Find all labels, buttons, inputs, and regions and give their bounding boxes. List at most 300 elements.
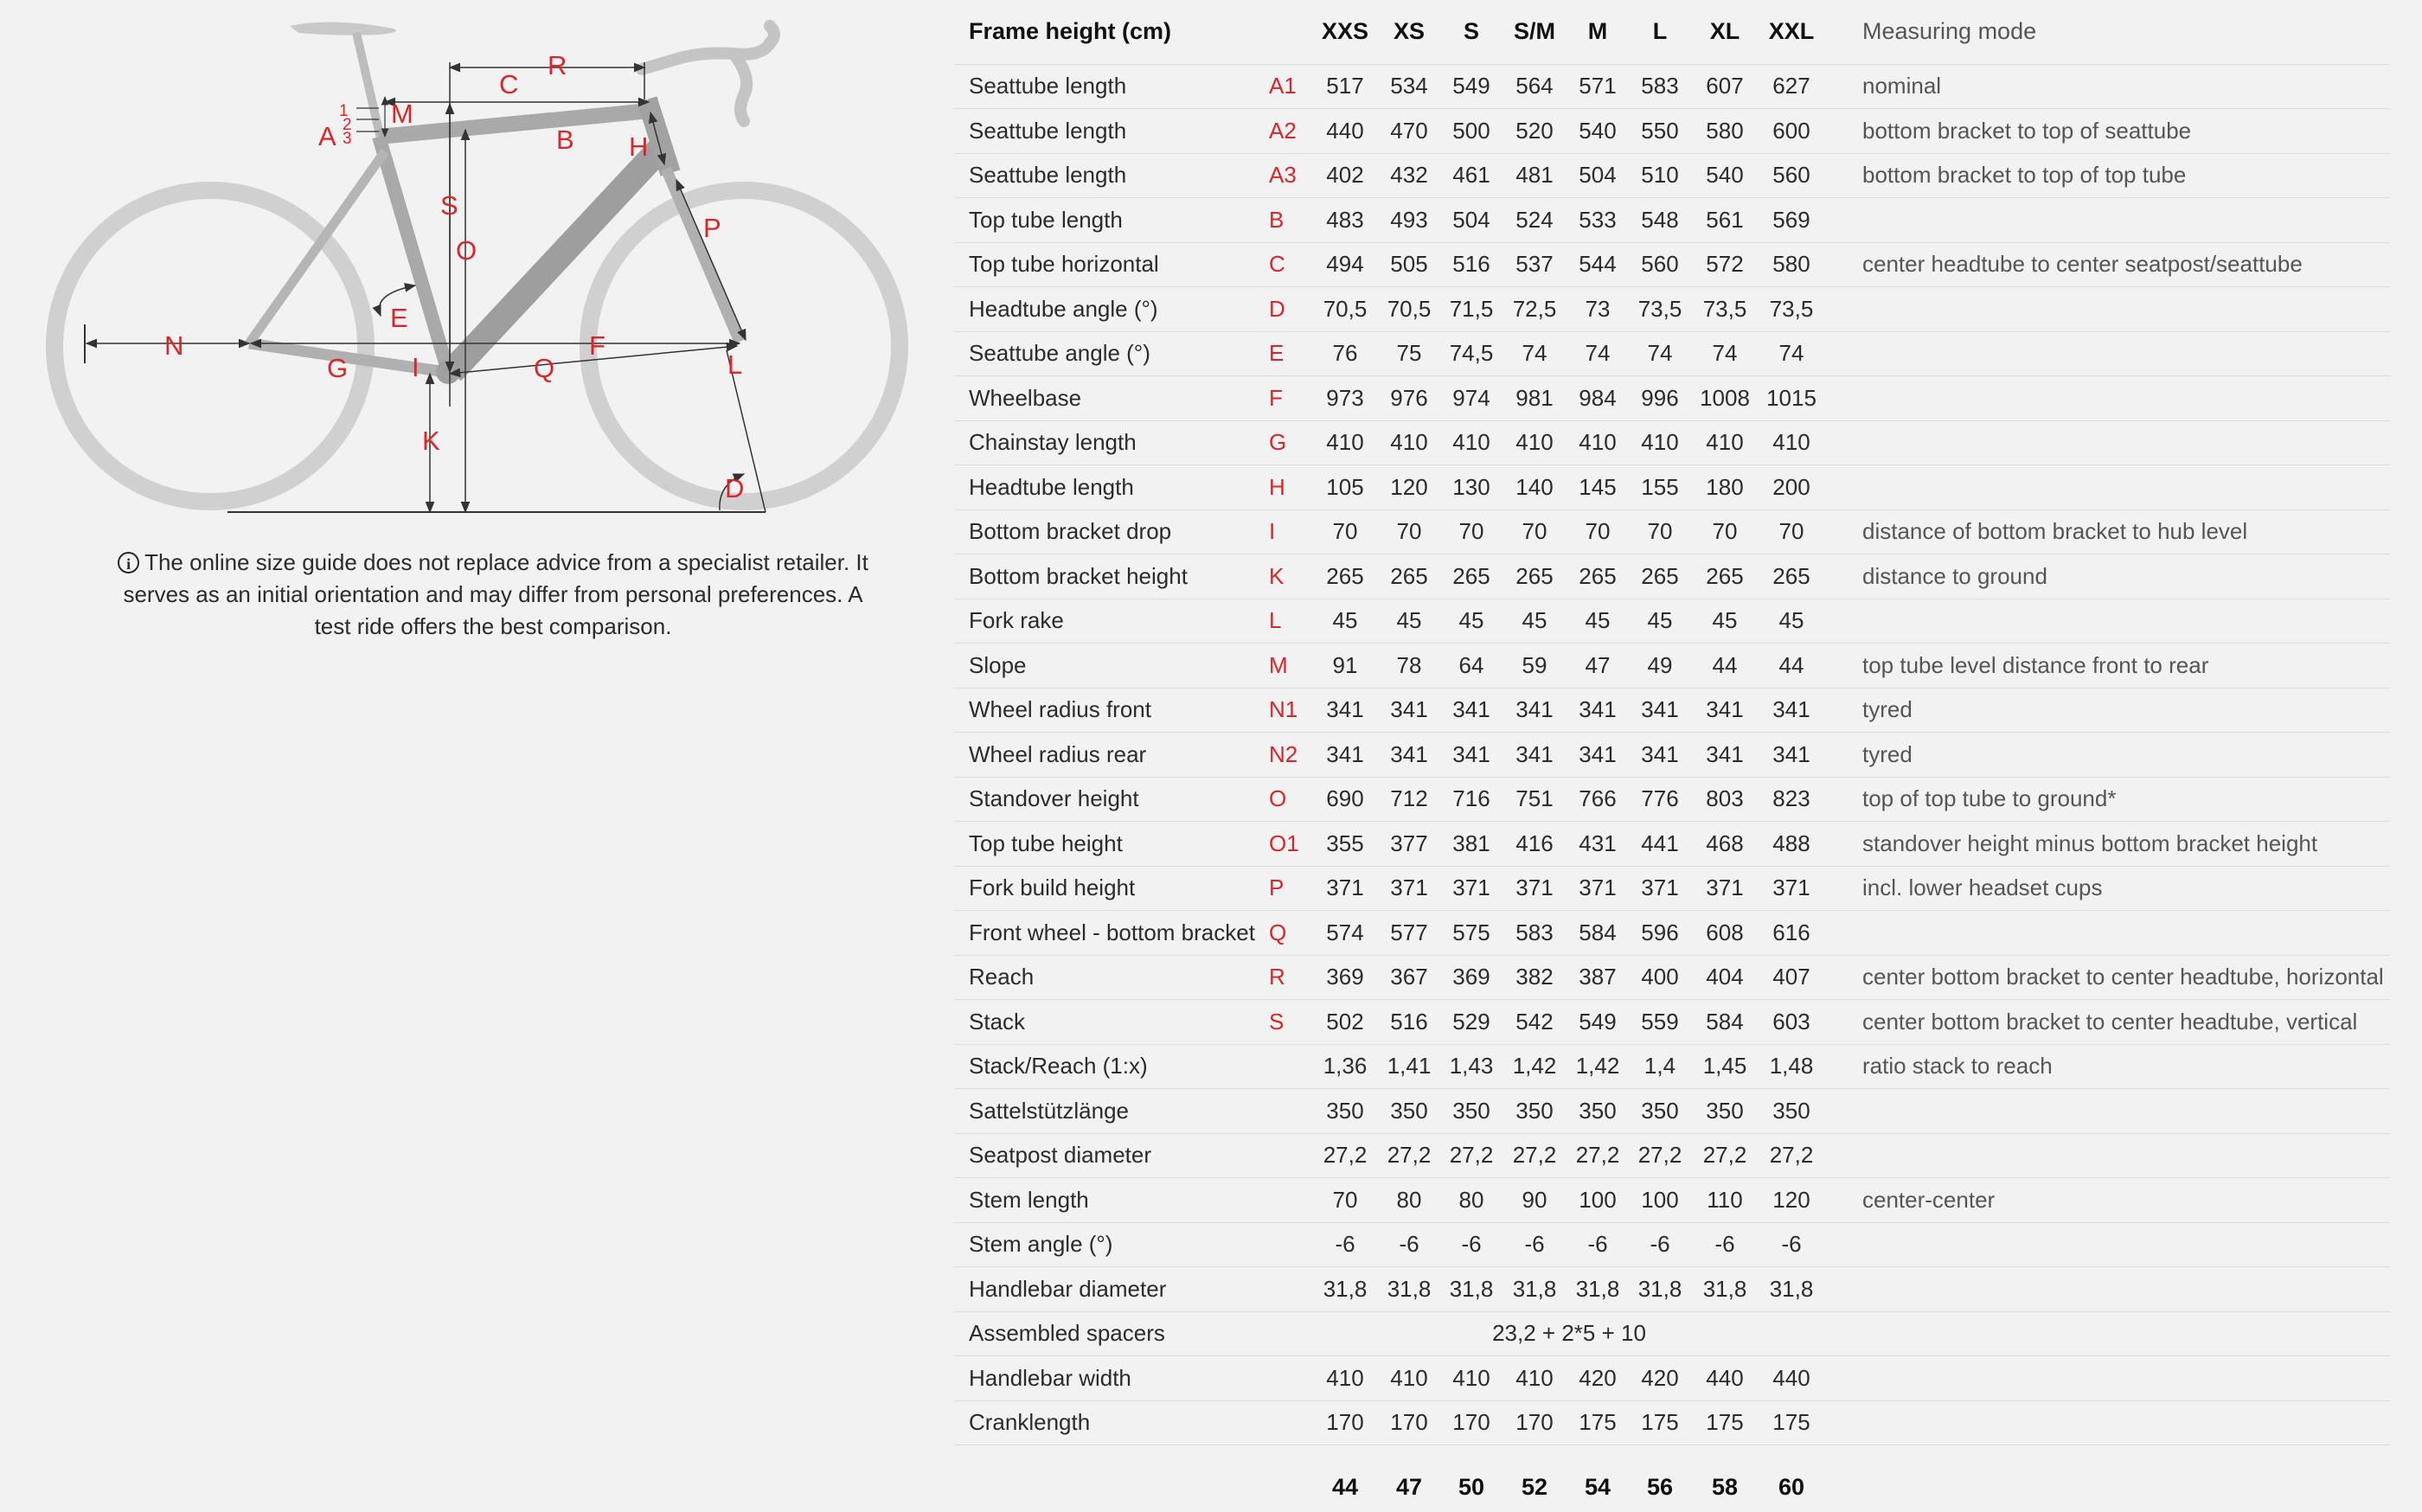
row-value: 440 (1692, 1356, 1758, 1401)
row-value: 27,2 (1628, 1133, 1692, 1178)
row-measuring-mode: center bottom bracket to center headtube, vertical (1825, 1000, 2390, 1045)
row-value: 74 (1692, 331, 1758, 376)
row-value: 74 (1567, 331, 1628, 376)
row-value: 371 (1441, 866, 1502, 911)
row-value: 265 (1567, 554, 1628, 599)
row-value: 371 (1502, 866, 1567, 911)
row-code: H (1261, 465, 1313, 510)
row-measuring-mode (1825, 1267, 2390, 1312)
row-measuring-mode (1825, 465, 2390, 510)
label-o: O (456, 235, 477, 266)
row-label: Slope (954, 644, 1261, 689)
header-size: XXS (1313, 0, 1377, 64)
row-value: 584 (1567, 911, 1628, 956)
row-code: L (1261, 599, 1313, 644)
row-label: Seattube length (954, 64, 1261, 109)
label-a2: 2 (343, 116, 352, 134)
row-code: C (1261, 242, 1313, 287)
row-value: 751 (1502, 777, 1567, 822)
row-value: 516 (1441, 242, 1502, 287)
row-value: 494 (1313, 242, 1377, 287)
row-measuring-mode (1825, 911, 2390, 956)
row-measuring-mode (1825, 1089, 2390, 1134)
geometry-table (954, 0, 2390, 1504)
row-measuring-mode: center headtube to center seatpost/seattube (1825, 242, 2390, 287)
saddle (290, 22, 396, 35)
row-value: 71,5 (1441, 287, 1502, 332)
row-value: 70 (1692, 509, 1758, 554)
row-value: 981 (1502, 376, 1567, 421)
row-code: N2 (1261, 733, 1313, 778)
table-row (954, 109, 2390, 154)
row-value: 27,2 (1567, 1133, 1628, 1178)
label-p: P (703, 213, 721, 243)
row-label: Headtube length (954, 465, 1261, 510)
row-value: 407 (1758, 955, 1825, 1000)
row-value: 350 (1441, 1089, 1502, 1134)
row-value: 410 (1692, 420, 1758, 465)
table-row (954, 599, 2390, 644)
row-value: -6 (1502, 1222, 1567, 1267)
row-measuring-mode (1825, 599, 2390, 644)
label-a3: 3 (343, 130, 352, 148)
row-value: 540 (1692, 153, 1758, 198)
row-code: F (1261, 376, 1313, 421)
table-row (954, 554, 2390, 599)
row-value: 410 (1313, 420, 1377, 465)
row-value: 571 (1567, 64, 1628, 109)
row-value: 470 (1377, 109, 1441, 154)
row-value: 31,8 (1692, 1267, 1758, 1312)
row-value: 175 (1567, 1400, 1628, 1445)
row-label: Top tube horizontal (954, 242, 1261, 287)
row-value: 350 (1567, 1089, 1628, 1134)
row-value: 548 (1628, 198, 1692, 243)
table-row (954, 1222, 2390, 1267)
row-value: 410 (1377, 420, 1441, 465)
row-value: 580 (1758, 242, 1825, 287)
row-value: 1,4 (1628, 1044, 1692, 1089)
row-value: 400 (1628, 955, 1692, 1000)
row-label: Seattube angle (°) (954, 331, 1261, 376)
frame-height-footer-row (954, 1445, 2390, 1504)
row-label: Stack/Reach (1:x) (954, 1044, 1261, 1089)
row-value: 265 (1502, 554, 1567, 599)
row-value: 341 (1692, 733, 1758, 778)
row-value: -6 (1628, 1222, 1692, 1267)
footer-frame-height: 58 (1711, 1473, 1739, 1500)
handlebar (642, 26, 774, 121)
row-value: 544 (1567, 242, 1628, 287)
row-measuring-mode (1825, 1311, 2390, 1356)
row-value: 533 (1567, 198, 1628, 243)
row-value: -6 (1758, 1222, 1825, 1267)
row-value: 341 (1567, 688, 1628, 733)
row-value: 520 (1502, 109, 1567, 154)
row-value: 377 (1377, 822, 1441, 867)
table-row (954, 688, 2390, 733)
label-g: G (327, 353, 349, 383)
table-row (954, 733, 2390, 778)
row-value: 45 (1441, 599, 1502, 644)
row-label: Standover height (954, 777, 1261, 822)
row-value: 524 (1502, 198, 1567, 243)
row-value: 27,2 (1502, 1133, 1567, 1178)
row-value: 341 (1628, 733, 1692, 778)
row-label: Stack (954, 1000, 1261, 1045)
header-size: M (1567, 0, 1628, 64)
row-label: Fork rake (954, 599, 1261, 644)
row-code (1261, 1400, 1313, 1445)
row-value: 120 (1758, 1178, 1825, 1223)
row-value: 410 (1441, 1356, 1502, 1401)
row-value: 76 (1313, 331, 1377, 376)
label-f: F (589, 330, 606, 361)
row-value: 47 (1567, 644, 1628, 689)
row-measuring-mode (1825, 1222, 2390, 1267)
row-value: 45 (1692, 599, 1758, 644)
row-code: O1 (1261, 822, 1313, 867)
table-row (954, 777, 2390, 822)
row-code: G (1261, 420, 1313, 465)
row-value: 549 (1441, 64, 1502, 109)
footer-frame-height: 44 (1331, 1473, 1359, 1500)
row-measuring-mode: standover height minus bottom bracket height (1825, 822, 2390, 867)
label-l: L (727, 349, 743, 380)
row-value: 371 (1692, 866, 1758, 911)
row-value: -6 (1441, 1222, 1502, 1267)
row-value: 70,5 (1313, 287, 1377, 332)
label-s: S (440, 190, 458, 221)
row-code: A2 (1261, 109, 1313, 154)
table-row (954, 287, 2390, 332)
label-d: D (725, 473, 745, 503)
table-row (954, 911, 2390, 956)
label-c: C (499, 69, 519, 99)
row-value: 410 (1441, 420, 1502, 465)
row-measuring-mode (1825, 420, 2390, 465)
row-value: 31,8 (1567, 1267, 1628, 1312)
row-value: 410 (1502, 1356, 1567, 1401)
row-value: 481 (1502, 153, 1567, 198)
row-label: Seatpost diameter (954, 1133, 1261, 1178)
row-value: 766 (1567, 777, 1628, 822)
table-row (954, 1178, 2390, 1223)
row-value: 627 (1758, 64, 1825, 109)
row-measuring-mode: nominal (1825, 64, 2390, 109)
table-row (954, 1311, 2390, 1356)
row-value: 431 (1567, 822, 1628, 867)
table-row (954, 1089, 2390, 1134)
table-row (954, 331, 2390, 376)
row-value: 170 (1313, 1400, 1377, 1445)
row-code: A1 (1261, 64, 1313, 109)
row-value: 74 (1628, 331, 1692, 376)
row-value: 803 (1692, 777, 1758, 822)
table-row (954, 1133, 2390, 1178)
row-label: Headtube angle (°) (954, 287, 1261, 332)
row-value: 341 (1567, 733, 1628, 778)
row-value: 59 (1502, 644, 1567, 689)
row-value: 350 (1377, 1089, 1441, 1134)
row-value: 974 (1441, 376, 1502, 421)
row-code: R (1261, 955, 1313, 1000)
row-value: 120 (1377, 465, 1441, 510)
row-value: 420 (1567, 1356, 1628, 1401)
row-value: 78 (1377, 644, 1441, 689)
label-m: M (391, 99, 413, 129)
row-value: 616 (1758, 911, 1825, 956)
row-value: 580 (1692, 109, 1758, 154)
row-value: 440 (1313, 109, 1377, 154)
label-h: H (629, 131, 649, 162)
row-value: 70 (1377, 509, 1441, 554)
row-code (1261, 1044, 1313, 1089)
row-value: 504 (1441, 198, 1502, 243)
row-code: O (1261, 777, 1313, 822)
row-value: 341 (1758, 733, 1825, 778)
row-value: 70 (1758, 509, 1825, 554)
row-value: 596 (1628, 911, 1692, 956)
row-code: N1 (1261, 688, 1313, 733)
row-value: 265 (1758, 554, 1825, 599)
row-value: 341 (1441, 733, 1502, 778)
row-value: 74,5 (1441, 331, 1502, 376)
row-measuring-mode: center-center (1825, 1178, 2390, 1223)
header-size: XL (1692, 0, 1758, 64)
table-row (954, 420, 2390, 465)
row-measuring-mode: top of top tube to ground* (1825, 777, 2390, 822)
row-value: 350 (1313, 1089, 1377, 1134)
row-value: 31,8 (1377, 1267, 1441, 1312)
row-value: 1,42 (1567, 1044, 1628, 1089)
row-value-spanning: 23,2 + 2*5 + 10 (1313, 1311, 1825, 1356)
row-code: M (1261, 644, 1313, 689)
footer-frame-height: 50 (1458, 1473, 1485, 1500)
footer-frame-height: 52 (1521, 1473, 1548, 1500)
row-measuring-mode (1825, 1133, 2390, 1178)
row-code: S (1261, 1000, 1313, 1045)
row-measuring-mode: tyred (1825, 688, 2390, 733)
row-label: Wheelbase (954, 376, 1261, 421)
label-k: K (422, 426, 440, 456)
header-size: S/M (1502, 0, 1567, 64)
row-value: 110 (1692, 1178, 1758, 1223)
row-value: 483 (1313, 198, 1377, 243)
row-value: 371 (1377, 866, 1441, 911)
row-value: 404 (1692, 955, 1758, 1000)
row-label: Cranklength (954, 1400, 1261, 1445)
row-value: 369 (1441, 955, 1502, 1000)
label-q: Q (534, 353, 555, 383)
row-label: Chainstay length (954, 420, 1261, 465)
row-value: 420 (1628, 1356, 1692, 1401)
row-value: 504 (1567, 153, 1628, 198)
row-value: 561 (1692, 198, 1758, 243)
row-code: E (1261, 331, 1313, 376)
row-value: 140 (1502, 465, 1567, 510)
row-value: 441 (1628, 822, 1692, 867)
row-value: 31,8 (1758, 1267, 1825, 1312)
row-value: 170 (1377, 1400, 1441, 1445)
row-value: 410 (1567, 420, 1628, 465)
row-label: Front wheel - bottom bracket (954, 911, 1261, 956)
row-value: 175 (1628, 1400, 1692, 1445)
row-value: 350 (1758, 1089, 1825, 1134)
row-value: 265 (1313, 554, 1377, 599)
header-frame-height: Frame height (cm) (954, 0, 1261, 64)
row-value: 265 (1628, 554, 1692, 599)
row-code (1261, 1178, 1313, 1223)
row-value: 27,2 (1377, 1133, 1441, 1178)
row-value: 371 (1628, 866, 1692, 911)
row-label: Handlebar diameter (954, 1267, 1261, 1312)
row-measuring-mode (1825, 376, 2390, 421)
row-value: 572 (1692, 242, 1758, 287)
row-value: 574 (1313, 911, 1377, 956)
row-value: 44 (1692, 644, 1758, 689)
table-row (954, 1356, 2390, 1401)
row-label: Reach (954, 955, 1261, 1000)
row-code: B (1261, 198, 1313, 243)
row-value: 45 (1313, 599, 1377, 644)
row-value: -6 (1313, 1222, 1377, 1267)
row-label: Stem angle (°) (954, 1222, 1261, 1267)
row-value: 341 (1441, 688, 1502, 733)
row-value: 488 (1758, 822, 1825, 867)
row-value: 90 (1502, 1178, 1567, 1223)
row-value: 502 (1313, 1000, 1377, 1045)
row-label: Assembled spacers (954, 1311, 1261, 1356)
row-value: 1,41 (1377, 1044, 1441, 1089)
row-value: 371 (1758, 866, 1825, 911)
row-label: Wheel radius front (954, 688, 1261, 733)
row-value: 70 (1313, 1178, 1377, 1223)
label-b: B (556, 125, 574, 155)
row-value: 341 (1758, 688, 1825, 733)
row-value: 130 (1441, 465, 1502, 510)
row-value: 432 (1377, 153, 1441, 198)
row-value: 1015 (1758, 376, 1825, 421)
label-n: N (164, 330, 184, 361)
footer-frame-height: 47 (1395, 1473, 1423, 1500)
row-value: 31,8 (1441, 1267, 1502, 1312)
label-i: I (412, 352, 420, 382)
row-value: 1008 (1692, 376, 1758, 421)
table-row (954, 955, 2390, 1000)
row-value: 341 (1313, 733, 1377, 778)
row-label: Top tube length (954, 198, 1261, 243)
table-row (954, 376, 2390, 421)
table-body (954, 64, 2390, 1445)
seat-tube (379, 137, 448, 372)
row-value: 145 (1567, 465, 1628, 510)
table-row (954, 644, 2390, 689)
table-row (954, 153, 2390, 198)
row-value: 505 (1377, 242, 1441, 287)
row-value: 100 (1567, 1178, 1628, 1223)
row-value: 416 (1502, 822, 1567, 867)
table-header-row (954, 0, 2390, 64)
row-value: 44 (1758, 644, 1825, 689)
row-label: Handlebar width (954, 1356, 1261, 1401)
row-value: 371 (1567, 866, 1628, 911)
row-value: 559 (1628, 1000, 1692, 1045)
top-tube (379, 111, 650, 137)
row-code: Q (1261, 911, 1313, 956)
row-value: -6 (1567, 1222, 1628, 1267)
row-value: 265 (1377, 554, 1441, 599)
row-value: 369 (1313, 955, 1377, 1000)
row-value: 410 (1628, 420, 1692, 465)
table-row (954, 1400, 2390, 1445)
row-value: 387 (1567, 955, 1628, 1000)
row-value: 70 (1313, 509, 1377, 554)
table-row (954, 242, 2390, 287)
row-value: 73,5 (1758, 287, 1825, 332)
row-value: 175 (1758, 1400, 1825, 1445)
row-value: 976 (1377, 376, 1441, 421)
dim-p (676, 180, 746, 340)
row-measuring-mode: center bottom bracket to center headtube, horizontal (1825, 955, 2390, 1000)
table-row (954, 509, 2390, 554)
row-value: 31,8 (1313, 1267, 1377, 1312)
row-value: 180 (1692, 465, 1758, 510)
row-value: 72,5 (1502, 287, 1567, 332)
row-value: 350 (1502, 1089, 1567, 1134)
row-value: 410 (1502, 420, 1567, 465)
row-measuring-mode: distance of bottom bracket to hub level (1825, 509, 2390, 554)
row-code (1261, 1133, 1313, 1178)
header-measuring-mode: Measuring mode (1825, 0, 2390, 64)
info-icon: i (118, 552, 139, 573)
row-value: 1,48 (1758, 1044, 1825, 1089)
row-value: 371 (1313, 866, 1377, 911)
row-value: 27,2 (1692, 1133, 1758, 1178)
row-value: 73 (1567, 287, 1628, 332)
row-value: 440 (1758, 1356, 1825, 1401)
row-measuring-mode: distance to ground (1825, 554, 2390, 599)
row-value: 170 (1502, 1400, 1567, 1445)
row-value: 382 (1502, 955, 1567, 1000)
row-value: 493 (1377, 198, 1441, 243)
row-value: 1,45 (1692, 1044, 1758, 1089)
row-measuring-mode (1825, 1400, 2390, 1445)
row-value: 31,8 (1628, 1267, 1692, 1312)
row-value: 583 (1628, 64, 1692, 109)
row-value: 550 (1628, 109, 1692, 154)
row-value: 170 (1441, 1400, 1502, 1445)
row-value: 45 (1377, 599, 1441, 644)
row-value: 49 (1628, 644, 1692, 689)
row-value: 584 (1692, 1000, 1758, 1045)
table-row (954, 1000, 2390, 1045)
row-value: 560 (1628, 242, 1692, 287)
row-value: 341 (1377, 688, 1441, 733)
table-row (954, 64, 2390, 109)
row-value: 80 (1377, 1178, 1441, 1223)
label-r: R (548, 50, 567, 80)
row-value: 529 (1441, 1000, 1502, 1045)
row-value: 91 (1313, 644, 1377, 689)
row-value: 341 (1628, 688, 1692, 733)
table-row (954, 1044, 2390, 1089)
row-value: 776 (1628, 777, 1692, 822)
row-code: P (1261, 866, 1313, 911)
row-value: 27,2 (1758, 1133, 1825, 1178)
header-size: L (1628, 0, 1692, 64)
label-a1: 1 (339, 102, 349, 120)
